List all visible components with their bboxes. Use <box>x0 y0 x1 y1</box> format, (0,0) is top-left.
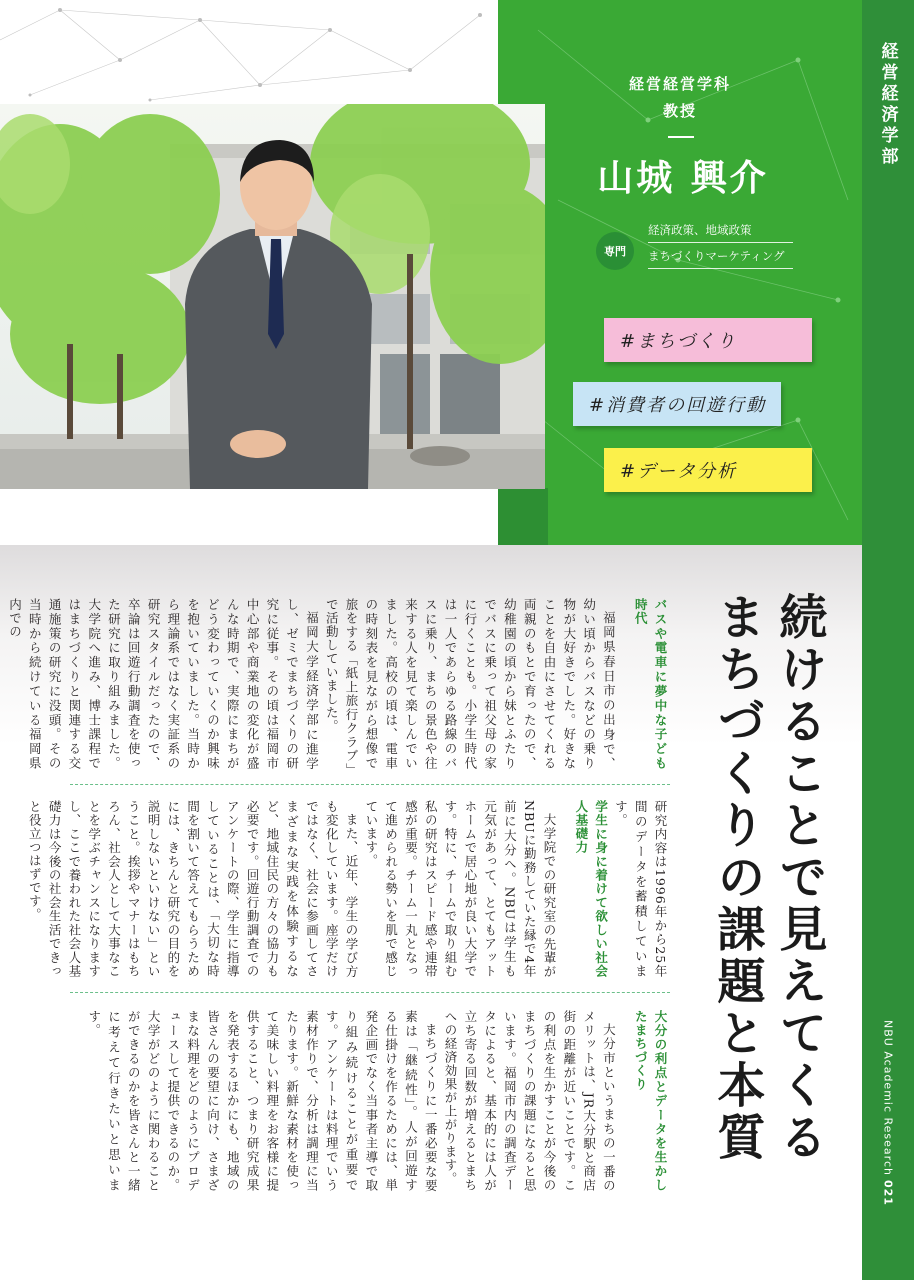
section-divider <box>70 992 670 993</box>
faculty-label: 経営経済学部 <box>877 42 898 168</box>
paragraph: 研究内容は1996年から25年間のデータを蓄積しています。 <box>613 800 668 978</box>
article-section <box>27 800 670 978</box>
journal-footer <box>862 1020 914 1260</box>
section-heading: 大分の利点とデータを生かしたまちづくり <box>633 1010 668 1192</box>
page-number: 021 <box>881 1179 895 1206</box>
paragraph: 福岡県春日市の出身で、幼い頃からバスなどの乗り物が大好きでした。好きなことを自由にさせてくれる両親のもとで育ったので、幼稚園の頃から妹とふたりでバスに乗って祖父母の家に行くことも。小学生時代は一人であらゆる路線のバスに乗り、まちの景色や往来する人を見て楽しんでいました。高校の頃は、電車の時刻表を見ながら想像で旅をする「紙上旅行クラブ」で活動していました。 <box>324 598 617 770</box>
paragraph: 大分市というまちの一番のメリットは、JR大分駅と商店街の距離が近いことです。この利点を生かすことが今後のまちづくりの課題になると思います。福岡市内の調査データによると、基本的には人が立ち寄る回数が増えるとまちへの経済効果が上がります。 <box>443 1010 617 1192</box>
article-headline: 続けることで見えてくるまちづくりの課題と本質 <box>709 592 827 1164</box>
section-heading: 学生に身に着けて欲しい社会人基礎力 <box>573 800 609 978</box>
rank-title: 教授 <box>662 102 697 120</box>
tag-machizukuri: #まちづくり <box>604 318 812 362</box>
name-divider <box>668 136 694 138</box>
faculty-sidebar <box>862 0 914 1280</box>
paragraph: 大学院での研究室の先輩がNBUに勤務していた縁で4年前に大分へ。NBUは学生も元気があって、とてもアットホームで居心地が良い大学です。特に、チームで取り組む私の研究はスピード感や連帯感が重要。チーム一丸となって進められる勢いを肌で感じています。 <box>363 800 558 978</box>
department-title: 経営経営学科 <box>628 75 731 93</box>
journal-name: NBU Academic Research <box>881 1020 895 1176</box>
section-divider <box>70 784 670 785</box>
professor-photo <box>0 104 545 489</box>
section-heading: バスや電車に夢中な子ども時代 <box>633 598 668 770</box>
professor-name: 山城 興介 <box>597 158 769 199</box>
paragraph: また、近年、学生の学び方も変化しています。座学だけではなく、社会に参画してさまざまな実践を体験するなど、地域住民の方々の協力も必要です。回遊行動調査でのアンケートの際、学生に指導していることは、「大切な時間を割いて答えてもらうためには、きちんと研究の目的を説明しないといけない」ということ。挨拶やマナーはもちろん、社会人として大事なことを学ぶチャンスになりますし、ここで養われた社会人基礎力は今後の社会生活できっと役立つはずです。 <box>27 800 360 978</box>
panel-accent-band <box>498 488 548 545</box>
specialty-item: まちづくりマーケティング <box>648 248 793 269</box>
specialty-item: 経済政策、地域政策 <box>648 222 793 243</box>
specialty-badge: 専門 <box>596 232 634 270</box>
paragraph: まちづくりに一番必要な要素は「継続性」。人が回遊する仕掛けを作るためには、単発企画でなく当事者主導で取り組み続けることが重要です。アンケートは料理でいう素材作りで、分析は調理に当たります。新鮮な素材を使って美味しい料理をお客様に提供すること、つまり研究成果を発表するほかにも、地域の皆さんの要望に向け、さまざまな料理をどのようにプロデュースして提供できるのか。大学がどのように関わることができるのかを皆さんと一緒に考えて行きたいと思います。 <box>86 1010 439 1192</box>
tag-data-analysis: #データ分析 <box>604 448 812 492</box>
network-decoration <box>0 0 500 105</box>
paragraph: 福岡大学経済学部に進学し、ゼミでまちづくりの研究に従事。その頃は福岡市中心部や商業地の変化が盛んな時期で、実際にまちがどう変わっていくのか興味を抱いていました。当時から理論系ではなく実証系の研究スタイルだったので、卒論は回遊行動調査を使った研究に取り組みました。大学院へ進み、博士課程ではまちづくりと関連する交通施策の研究に没頭。その当時から続けている福岡県内での <box>7 598 320 770</box>
article-section <box>70 1010 670 1192</box>
article-section <box>7 598 670 770</box>
tag-consumer-behavior: #消費者の回遊行動 <box>573 382 781 426</box>
